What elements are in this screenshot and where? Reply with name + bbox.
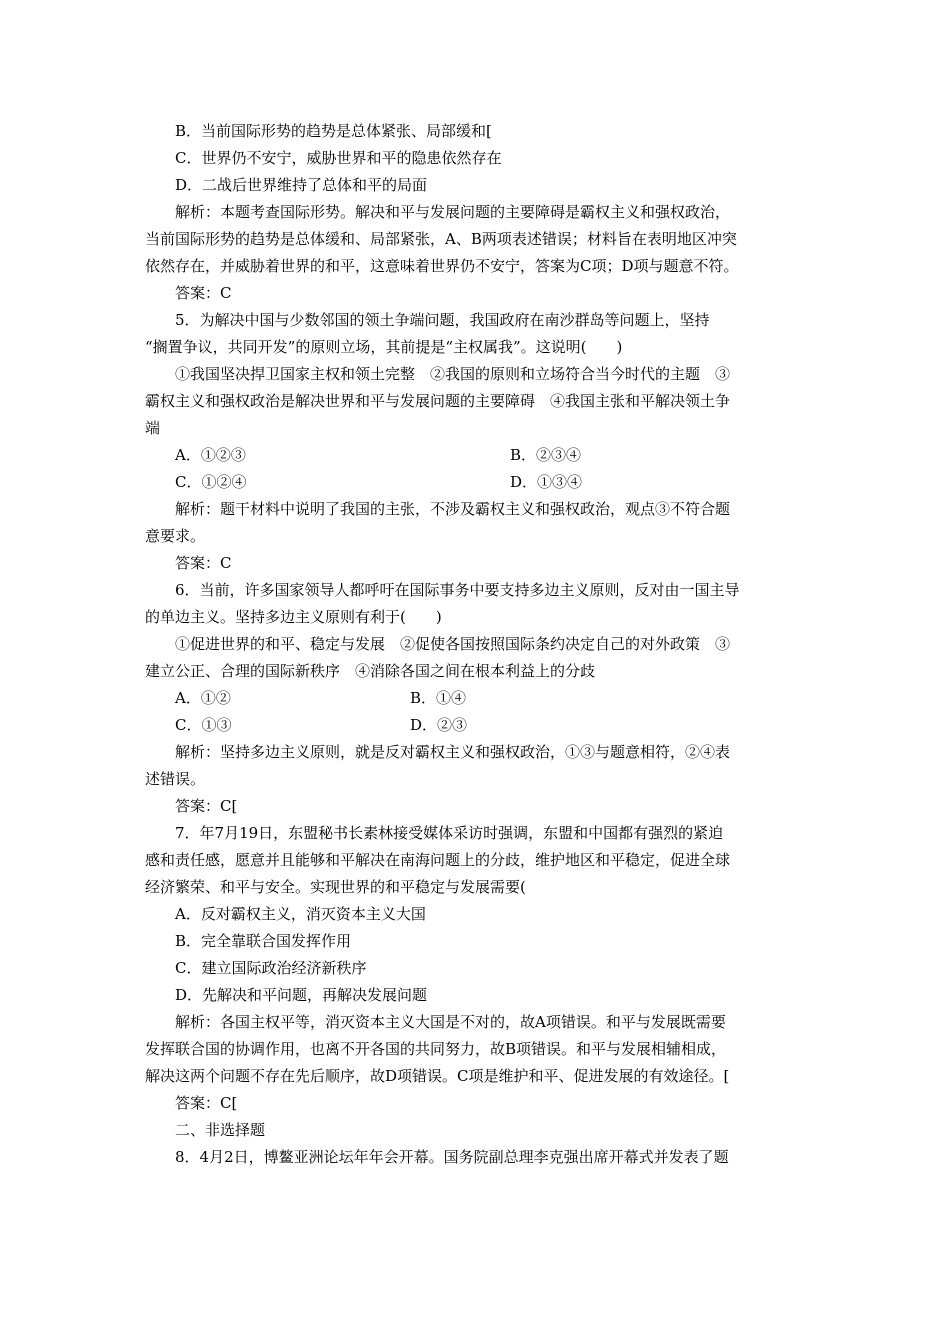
section-heading-non-choice: 二、非选择题 — [175, 1121, 266, 1139]
q6-stem-line-2: 的单边主义。坚持多边主义原则有利于( ) — [145, 608, 442, 626]
q4-analysis-line-3: 依然存在，并威胁着世界的和平，这意味着世界仍不安宁，答案为C项；D项与题意不符。 — [145, 257, 739, 275]
q5-analysis-line-1: 解析：题干材料中说明了我国的主张，不涉及霸权主义和强权政治，观点③不符合题 — [175, 500, 731, 518]
q5-stem-line-1: 5．为解决中国与少数邻国的领土争端问题，我国政府在南沙群岛等问题上，坚持 — [175, 311, 710, 329]
q5-items-line-3: 端 — [145, 419, 161, 437]
document-body — [145, 118, 805, 1171]
q6-stem-line-1: 6．当前，许多国家领导人都呼吁在国际事务中要支持多边主义原则，反对由一国主导 — [175, 581, 740, 599]
q4-option-b: B．当前国际形势的趋势是总体紧张、局部缓和[ — [175, 122, 492, 140]
q5-stem-line-2: “搁置争议，共同开发”的原则立场，其前提是“主权属我”。这说明( ) — [145, 338, 623, 356]
q4-option-d: D．二战后世界维持了总体和平的局面 — [175, 176, 428, 194]
q7-option-c: C．建立国际政治经济新秩序 — [175, 959, 367, 977]
q6-items-line-2: 建立公正、合理的国际新秩序 ④消除各国之间在根本利益上的分歧 — [145, 662, 596, 680]
q7-option-b: B．完全靠联合国发挥作用 — [175, 932, 352, 950]
q5-option-b: B．②③④ — [510, 446, 582, 464]
q4-analysis-line-2: 当前国际形势的趋势是总体缓和、局部紧张，A、B两项表述错误；材料旨在表明地区冲突 — [145, 230, 737, 248]
q7-analysis-line-2: 发挥联合国的协调作用，也离不开各国的共同努力，故B项错误。和平与发展相辅相成， — [145, 1040, 727, 1058]
q5-options-row-1 — [145, 442, 805, 469]
q7-option-a: A．反对霸权主义，消灭资本主义大国 — [175, 905, 426, 923]
q6-options-row-1 — [145, 685, 805, 712]
q6-options-row-2 — [145, 712, 805, 739]
q4-analysis-line-1: 解析：本题考查国际形势。解决和平与发展问题的主要障碍是霸权主义和强权政治， — [175, 203, 731, 221]
q5-option-d: D．①③④ — [510, 473, 583, 491]
q7-stem-line-2: 感和责任感，愿意并且能够和平解决在南海问题上的分歧，维护地区和平稳定，促进全球 — [145, 851, 731, 869]
q5-option-c: C．①②④ — [175, 473, 247, 491]
q5-analysis-line-2: 意要求。 — [145, 527, 206, 545]
q6-analysis-line-2: 述错误。 — [145, 770, 206, 788]
q5-items-line-1: ①我国坚决捍卫国家主权和领土完整 ②我国的原则和立场符合当今时代的主题 ③ — [175, 365, 731, 383]
q7-stem-line-1: 7．年7月19日，东盟秘书长素林接受媒体采访时强调，东盟和中国都有强烈的紧迫 — [175, 824, 724, 842]
q7-answer: 答案：C[ — [175, 1094, 238, 1112]
q6-option-b: B．①④ — [410, 689, 467, 707]
q6-items-line-1: ①促进世界的和平、稳定与发展 ②促使各国按照国际条约决定自己的对外政策 ③ — [175, 635, 731, 653]
q6-option-a: A．①② — [175, 689, 231, 707]
q6-analysis-line-1: 解析：坚持多边主义原则，就是反对霸权主义和强权政治，①③与题意相符，②④表 — [175, 743, 731, 761]
q7-option-d: D．先解决和平问题，再解决发展问题 — [175, 986, 428, 1004]
q6-option-d: D．②③ — [410, 716, 468, 734]
q5-answer: 答案：C — [175, 554, 232, 572]
q7-analysis-line-3: 解决这两个问题不存在先后顺序，故D项错误。C项是维护和平、促进发展的有效途径。[ — [145, 1067, 730, 1085]
q5-option-a: A．①②③ — [175, 446, 246, 464]
q4-option-c: C．世界仍不安宁，威胁世界和平的隐患依然存在 — [175, 149, 502, 167]
q6-option-c: C．①③ — [175, 716, 232, 734]
q7-stem-line-3: 经济繁荣、和平与安全。实现世界的和平稳定与发展需要( — [145, 878, 526, 896]
q5-items-line-2: 霸权主义和强权政治是解决世界和平与发展问题的主要障碍 ④我国主张和平解决领土争 — [145, 392, 731, 410]
q5-options-row-2 — [145, 469, 805, 496]
q6-answer: 答案：C[ — [175, 797, 238, 815]
q7-analysis-line-1: 解析：各国主权平等，消灭资本主义大国是不对的，故A项错误。和平与发展既需要 — [175, 1013, 726, 1031]
q8-stem-line-1: 8．4月2日，博鳌亚洲论坛年年会开幕。国务院副总理李克强出席开幕式并发表了题 — [175, 1148, 729, 1166]
q4-answer: 答案：C — [175, 284, 232, 302]
